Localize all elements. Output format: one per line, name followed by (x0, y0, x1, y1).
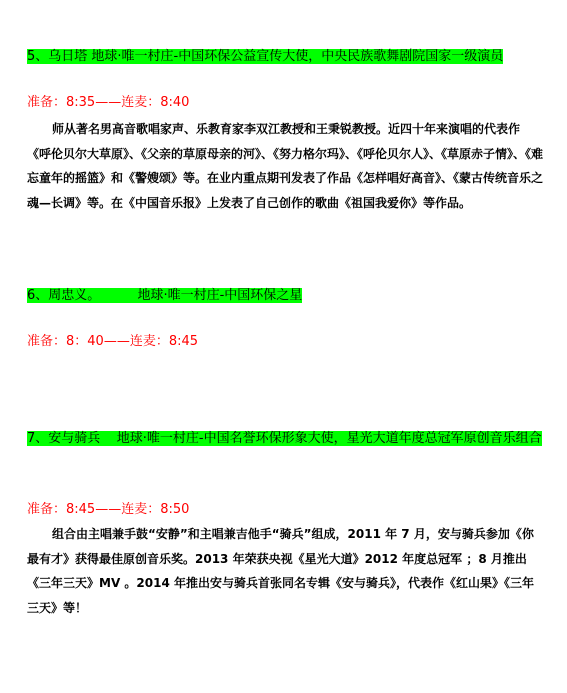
performer-7-heading (27, 427, 542, 451)
performer-6-heading (27, 284, 542, 308)
performer-7-description: 组合由主唱兼手鼓“安静”和主唱兼吉他手“骑兵”组成，2011 年 7 月，安与骑兵参加《你最有才》获得最佳原创音乐奖。2013 年荣获央视《星光大道》2012 年度总冠军 ；8 月推出《三年三天》MV 。2014 年推出安与骑兵首张同名专辑《安与骑兵》，代表作《红山果》《三年三天》等！ (27, 527, 534, 615)
performer-7-title: 7、安与骑兵 地球·唯一村庄-中国名誉环保形象大使，星光大道年度总冠军原创音乐组合 (27, 431, 542, 446)
performer-5-heading (27, 45, 542, 69)
performer-5-title: 5、乌日塔 地球·唯一村庄-中国环保公益宣传大使，中央民族歌舞剧院国家一级演员 (27, 49, 504, 64)
performer-7-time: 准备：8:45——连麦：8:50 (27, 502, 190, 517)
performer-6-time: 准备：8：40——连麦：8:45 (27, 334, 199, 349)
performer-5-time: 准备：8:35——连麦：8:40 (27, 95, 190, 110)
performer-6-title: 6、周忠义。 地球·唯一村庄-中国环保之星 (27, 288, 303, 303)
performer-5-description: 师从著名男高音歌唱家声、乐教育家李双江教授和王秉锐教授。近四十年来演唱的代表作《呼伦贝尔大草原》、《父亲的草原母亲的河》、《努力格尔玛》、《呼伦贝尔人》、《草原赤子情》、《难忘童年的摇篮》和《警嫂颂》等。在业内重点期刊发表了作品《怎样唱好高音》、《蒙古传统音乐之魂—长调》等。在《中国音乐报》上发表了自己创作的歌曲《祖国我爱你》等作品。 (27, 122, 544, 210)
